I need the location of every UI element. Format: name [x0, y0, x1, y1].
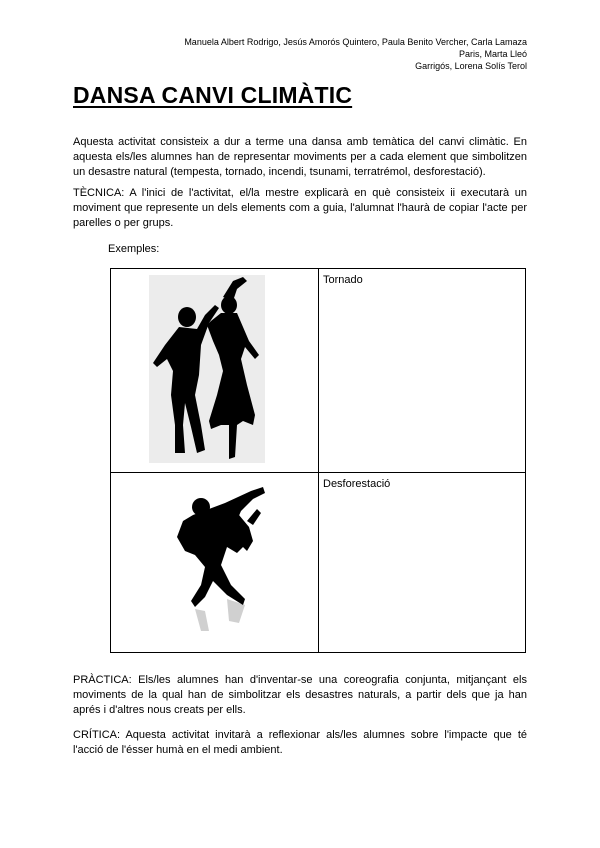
examples-table [110, 268, 526, 653]
intro-paragraph: Aquesta activitat consisteix a dur a terme una dansa amb temàtica del canvi climàtic. En aquesta els/les alumnes han de representar moviments per a cada element que simbolitzen un desastre natural (tempesta, tornado, incendi, tsunami, terratrémol, desforestació). [73, 136, 527, 178]
tecnica-paragraph: TÈCNICA: A l'inici de l'activitat, el/la mestre explicarà en què consisteix ii executarà un moviment que represente un dels elements com a guia, l'alumnat l'haurà de copiar l'acte per parelles o per grups. [73, 187, 527, 229]
authors-header [180, 36, 527, 72]
example-image-cell [111, 269, 319, 473]
critica-paragraph: CRÍTICA: Aquesta activitat invitarà a reflexionar als/les alumnes sobre l'impacte que té l'acció de l'ésser humà en el medi ambient. [73, 729, 527, 756]
authors-line-1: Manuela Albert Rodrigo, Jesús Amorós Quintero, Paula Benito Vercher, Carla Lamaza Paris, Marta Lleó [184, 37, 527, 59]
example-label: Tornado [323, 274, 363, 286]
example-label: Desforestació [323, 478, 391, 490]
table-row [111, 269, 526, 473]
dancing-couple-silhouette-image [149, 275, 265, 463]
authors-line-2: Garrigós, Lorena Solís Terol [415, 61, 527, 71]
example-label-cell [319, 473, 526, 653]
example-image-cell [111, 473, 319, 653]
table-row [111, 473, 526, 653]
dip-dance-couple-silhouette-image [165, 481, 269, 643]
examples-label: Exemples: [108, 243, 160, 255]
page-title: DANSA CANVI CLIMÀTIC [73, 82, 353, 108]
practica-paragraph: PRÀCTICA: Els/les alumnes han d'inventar-se una coreografia conjunta, mitjançant els moviments de la qual han de simbolitzar els desastres naturals, a partir dels que ja han aprés i d'altres nous creats per ells. [73, 674, 527, 716]
example-label-cell [319, 269, 526, 473]
